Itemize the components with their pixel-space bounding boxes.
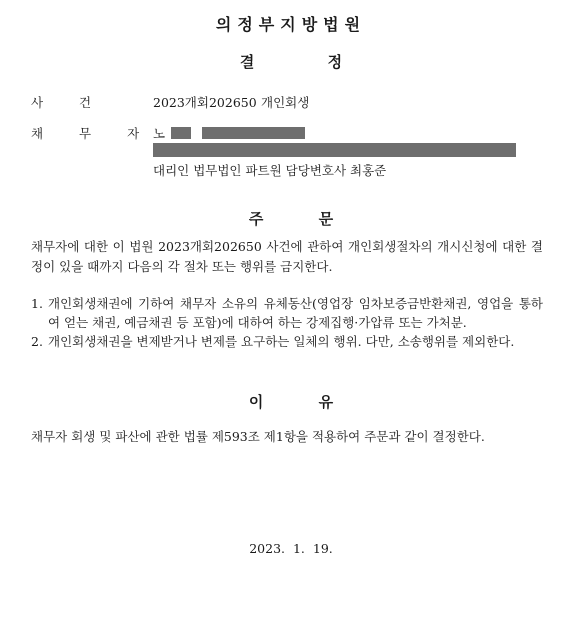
- order-heading: 주 문: [248, 210, 334, 228]
- case-number: 2023개회202650: [153, 95, 257, 110]
- decision-date: 2023. 1. 19.: [249, 541, 333, 556]
- list-item-number: 2.: [31, 334, 43, 349]
- redacted-address-block: [153, 143, 516, 157]
- list-item: [31, 332, 543, 351]
- redacted-name-block: [171, 127, 191, 139]
- order-list: [31, 294, 543, 351]
- court-name: 의정부지방법원: [215, 15, 367, 34]
- case-type: 개인회생: [261, 95, 310, 110]
- reason-text: 채무자 회생 및 파산에 관한 법률 제593조 제1항을 적용하여 주문과 같이 결정한다.: [31, 429, 485, 444]
- list-item-number: 1.: [31, 296, 43, 311]
- list-item-text: 개인회생채권에 기하여 채무자 소유의 유체동산(영업장 임차보증금반환채권, 영업을 통하여 얻는 채권, 예금채권 등 포함)에 대하여 하는 강제집행·가압류 또는 가처분.: [48, 296, 543, 330]
- reason-heading: 이 유: [248, 393, 334, 411]
- debtor-label: 채 무 자: [31, 126, 140, 141]
- order-intro: 채무자에 대한 이 법원 2023개회202650 사건에 관하여 개인회생절차의 개시신청에 대한 결정이 있을 때까지 다음의 각 절차 또는 행위를 금지한다.: [31, 239, 543, 274]
- debtor-representative: 대리인 법무법인 파트원 담당변호사 최홍준: [153, 163, 387, 178]
- case-label: 사 건: [31, 95, 92, 110]
- document-title: 결 정: [239, 53, 343, 71]
- debtor-name-prefix: 노: [153, 126, 166, 141]
- list-item-text: 개인회생채권을 변제받거나 변제를 요구하는 일체의 행위. 다만, 소송행위를 제외한다.: [48, 334, 515, 349]
- redacted-name-block: [202, 127, 305, 139]
- list-item: [31, 294, 543, 332]
